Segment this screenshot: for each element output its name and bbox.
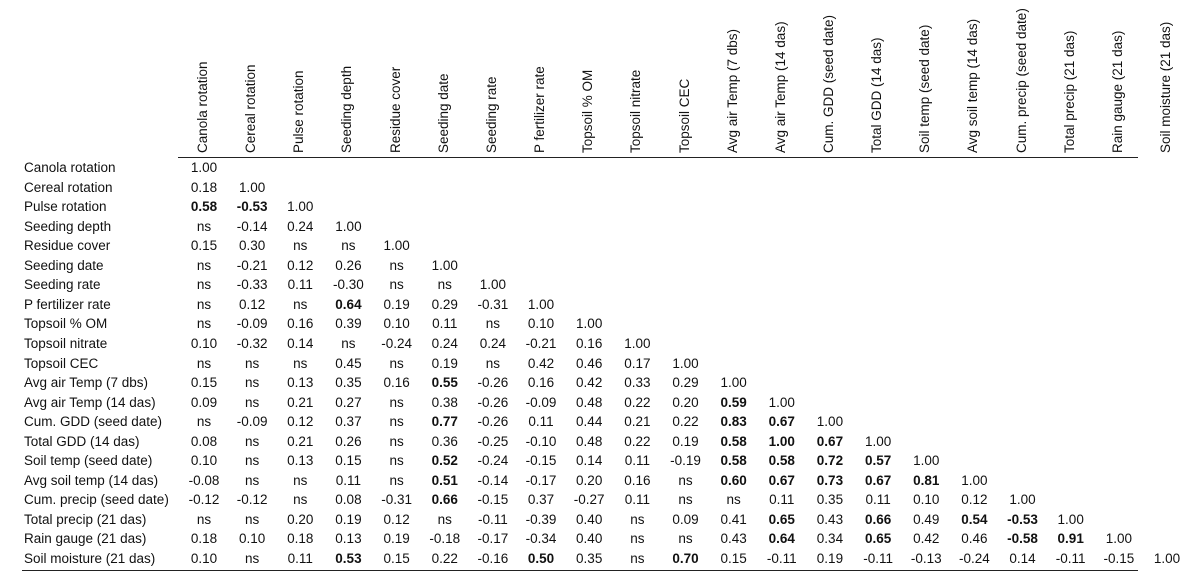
- table-cell: ns: [630, 551, 645, 566]
- row-label: Topsoil CEC: [24, 355, 99, 371]
- table-cell: ns: [389, 414, 404, 430]
- table-cell: 0.21: [287, 433, 314, 449]
- table-cell: 1.00: [864, 433, 892, 449]
- table-cell: -0.26: [477, 414, 509, 430]
- table-cell: -0.33: [236, 277, 268, 293]
- row-label: Avg air Temp (14 das): [24, 394, 156, 410]
- table-cell: 0.40: [576, 511, 603, 527]
- row-label: Soil moisture (21 das): [24, 551, 156, 566]
- column-header: Cum. precip (seed date): [1013, 8, 1029, 153]
- row-label: Cereal rotation: [24, 179, 113, 195]
- table-cell: 0.64: [768, 531, 795, 547]
- table-cell: 1.00: [479, 277, 507, 293]
- table-cell: ns: [630, 511, 645, 527]
- table-cell: 0.58: [768, 453, 795, 469]
- table-cell: 0.48: [576, 394, 603, 410]
- table-cell: -0.17: [477, 531, 509, 547]
- table-cell: ns: [196, 218, 212, 234]
- table-cell: 0.16: [624, 472, 651, 488]
- table-cell: 0.15: [720, 551, 747, 566]
- table-cell: 0.41: [720, 511, 747, 527]
- table-cell: 1.00: [287, 199, 314, 215]
- column-header: Seeding date: [435, 73, 451, 153]
- table-cell: 0.42: [527, 355, 555, 371]
- column-header: Avg air Temp (14 das): [772, 21, 788, 153]
- table-cell: ns: [196, 316, 212, 332]
- table-cell: 0.20: [672, 394, 699, 410]
- table-cell: 0.73: [816, 472, 844, 488]
- row-label: Cum. precip (seed date): [24, 492, 169, 508]
- header-rule: [178, 157, 1138, 158]
- table-cell: 0.67: [768, 414, 795, 430]
- table-cell: -0.11: [863, 551, 893, 566]
- table-cell: 0.13: [287, 453, 314, 469]
- table-cell: ns: [245, 551, 260, 566]
- table-cell: 0.11: [287, 551, 313, 566]
- table-cell: 0.11: [865, 492, 891, 508]
- row-label: Avg soil temp (14 das): [24, 472, 159, 488]
- table-cell: -0.11: [478, 511, 508, 527]
- table-cell: 0.59: [720, 394, 747, 410]
- table-cell: 0.54: [961, 511, 988, 527]
- table-cell: ns: [245, 394, 260, 410]
- table-cell: ns: [245, 375, 260, 391]
- column-header: Topsoil CEC: [676, 78, 692, 153]
- table-cell: 0.15: [335, 453, 362, 469]
- column-header: Topsoil % OM: [580, 69, 596, 153]
- table-cell: -0.17: [525, 472, 557, 488]
- column-header: Total GDD (14 das): [869, 37, 885, 153]
- table-cell: ns: [293, 492, 308, 508]
- table-cell: ns: [678, 531, 693, 547]
- table-cell: 0.39: [335, 316, 362, 332]
- table-cell: 0.37: [335, 414, 362, 430]
- table-cell: 0.46: [576, 355, 603, 371]
- table-cell: 0.64: [335, 296, 362, 312]
- table-cell: 0.14: [1009, 551, 1036, 566]
- table-cell: ns: [485, 355, 501, 371]
- table-cell: -0.26: [477, 375, 509, 391]
- table-cell: ns: [630, 531, 645, 547]
- table-cell: ns: [341, 238, 356, 254]
- table-cell: -0.12: [188, 492, 220, 508]
- table-cell: 0.77: [431, 414, 458, 430]
- table-cell: -0.39: [525, 511, 557, 527]
- table-cell: -0.09: [236, 414, 268, 430]
- table-cell: -0.11: [1055, 551, 1086, 566]
- table-cell: 0.12: [383, 511, 410, 527]
- table-cell: 0.24: [479, 335, 507, 351]
- table-cell: 0.09: [672, 511, 699, 527]
- table-cell: 1.00: [1153, 551, 1181, 566]
- table-cell: -0.53: [236, 199, 268, 215]
- table-cell: 0.11: [769, 492, 795, 508]
- table-cell: 0.22: [431, 551, 458, 566]
- table-cell: 0.15: [190, 238, 218, 254]
- table-cell: 0.70: [672, 551, 699, 566]
- table-cell: 0.58: [190, 199, 218, 215]
- table-cell: ns: [389, 277, 404, 293]
- table-cell: -0.25: [477, 433, 509, 449]
- table-cell: 0.35: [816, 492, 844, 508]
- column-header: Seeding depth: [339, 65, 355, 153]
- table-cell: ns: [245, 453, 260, 469]
- table-cell: 0.10: [913, 492, 940, 508]
- table-cell: ns: [245, 511, 260, 527]
- table-cell: -0.27: [573, 492, 605, 508]
- table-cell: 0.20: [576, 472, 603, 488]
- table-cell: 0.11: [335, 472, 362, 488]
- table-cell: 1.00: [1105, 531, 1132, 547]
- table-cell: -0.09: [525, 394, 557, 410]
- table-cell: 0.26: [335, 257, 362, 273]
- column-header: Avg air Temp (7 dbs): [724, 28, 740, 153]
- table-cell: 0.13: [287, 375, 314, 391]
- table-cell: -0.24: [477, 453, 509, 469]
- table-cell: 0.58: [720, 453, 747, 469]
- table-cell: 0.13: [335, 531, 362, 547]
- table-cell: 0.60: [720, 472, 747, 488]
- column-header: Canola rotation: [195, 61, 210, 153]
- row-label: P fertilizer rate: [24, 296, 111, 312]
- table-cell: 0.11: [287, 277, 313, 293]
- table-cell: 0.16: [287, 316, 314, 332]
- table-cell: ns: [389, 433, 404, 449]
- table-cell: 0.10: [239, 531, 266, 547]
- table-cell: 0.22: [672, 414, 699, 430]
- table-cell: -0.14: [236, 218, 268, 234]
- table-cell: -0.12: [236, 492, 268, 508]
- row-label: Soil temp (seed date): [24, 453, 153, 469]
- table-cell: ns: [389, 453, 404, 469]
- table-cell: 0.18: [190, 179, 218, 195]
- table-cell: -0.08: [188, 472, 220, 488]
- table-cell: -0.21: [236, 257, 268, 273]
- row-label: Total GDD (14 das): [24, 433, 140, 449]
- table-cell: 1.00: [913, 453, 940, 469]
- table-cell: 1.00: [672, 355, 699, 371]
- table-cell: 0.10: [190, 551, 218, 566]
- table-cell: 1.00: [768, 394, 795, 410]
- table-cell: 0.30: [239, 238, 266, 254]
- table-cell: 0.36: [431, 433, 458, 449]
- table-cell: 0.19: [672, 433, 699, 449]
- table-cell: ns: [389, 472, 404, 488]
- table-cell: 0.27: [335, 394, 362, 410]
- table-cell: 1.00: [624, 335, 651, 351]
- table-cell: ns: [196, 414, 212, 430]
- column-header: Rain gauge (21 das): [1109, 30, 1125, 153]
- table-cell: 0.11: [624, 453, 650, 469]
- table-cell: -0.30: [333, 277, 364, 293]
- table-cell: ns: [293, 355, 308, 371]
- table-cell: 1.00: [335, 218, 362, 234]
- table-cell: ns: [245, 472, 260, 488]
- table-cell: 0.19: [816, 551, 844, 566]
- row-label: Rain gauge (21 das): [24, 531, 147, 547]
- table-cell: ns: [245, 355, 260, 371]
- table-cell: 0.67: [768, 472, 795, 488]
- table-cell: 0.58: [720, 433, 747, 449]
- table-cell: 0.35: [576, 551, 603, 566]
- bottom-rule: [22, 570, 1138, 571]
- table-cell: 0.50: [527, 551, 555, 566]
- table-cell: 1.00: [239, 179, 266, 195]
- table-cell: 0.66: [864, 511, 892, 527]
- table-cell: 0.19: [335, 511, 362, 527]
- column-header: Cereal rotation: [243, 64, 259, 153]
- table-cell: ns: [196, 277, 212, 293]
- column-header: Topsoil nitrate: [628, 69, 644, 153]
- table-cell: 1.00: [1057, 511, 1084, 527]
- row-label: Topsoil nitrate: [24, 335, 108, 351]
- row-label: Cum. GDD (seed date): [24, 414, 163, 430]
- table-cell: -0.10: [525, 433, 557, 449]
- table-cell: 0.22: [624, 433, 651, 449]
- column-header: Pulse rotation: [291, 70, 307, 153]
- table-cell: 1.00: [1009, 492, 1036, 508]
- table-cell: -0.16: [477, 551, 509, 566]
- table-cell: ns: [726, 492, 741, 508]
- table-cell: 0.43: [720, 531, 747, 547]
- table-cell: 0.72: [816, 453, 844, 469]
- table-cell: ns: [341, 335, 356, 351]
- table-cell: 1.00: [190, 160, 218, 175]
- table-cell: 0.21: [624, 414, 651, 430]
- table-cell: 0.49: [913, 511, 940, 527]
- table-cell: 1.00: [527, 296, 555, 312]
- table-cell: 0.42: [576, 375, 603, 391]
- table-cell: 0.19: [383, 296, 410, 312]
- table-cell: 0.51: [431, 472, 458, 488]
- table-cell: 0.45: [335, 355, 362, 371]
- table-cell: 0.91: [1057, 531, 1084, 547]
- table-cell: 0.14: [287, 335, 314, 351]
- table-cell: ns: [293, 296, 308, 312]
- table-cell: 1.00: [576, 316, 603, 332]
- table-cell: 0.12: [961, 492, 988, 508]
- table-cell: 0.14: [576, 453, 603, 469]
- table-cell: ns: [485, 316, 501, 332]
- row-label: Total precip (21 das): [24, 511, 147, 527]
- table-cell: 0.29: [431, 296, 458, 312]
- table-cell: 0.81: [913, 472, 940, 488]
- table-cell: 0.15: [383, 551, 410, 566]
- table-cell: -0.11: [766, 551, 797, 566]
- table-cell: ns: [293, 238, 308, 254]
- table-cell: 0.12: [287, 257, 314, 273]
- table-cell: -0.24: [381, 335, 412, 351]
- table-cell: -0.15: [525, 453, 557, 469]
- column-header: Total precip (21 das): [1061, 30, 1077, 153]
- row-label: Pulse rotation: [24, 199, 107, 215]
- table-cell: 0.66: [431, 492, 458, 508]
- table-cell: 0.08: [335, 492, 362, 508]
- table-cell: ns: [389, 257, 404, 273]
- table-cell: 0.18: [287, 531, 314, 547]
- table-cell: -0.15: [477, 492, 509, 508]
- table-cell: 0.57: [864, 453, 892, 469]
- table-cell: 0.67: [864, 472, 892, 488]
- table-cell: 0.53: [335, 551, 362, 566]
- table-cell: 0.65: [768, 511, 795, 527]
- table-cell: -0.26: [477, 394, 509, 410]
- table-cell: 1.00: [768, 433, 795, 449]
- table-cell: 0.29: [672, 375, 699, 391]
- table-cell: 0.11: [624, 492, 650, 508]
- table-cell: -0.09: [236, 316, 268, 332]
- row-label: Canola rotation: [24, 160, 116, 175]
- table-cell: 1.00: [383, 238, 410, 254]
- table-cell: 0.83: [720, 414, 747, 430]
- table-cell: ns: [245, 433, 260, 449]
- table-cell: 0.20: [287, 511, 314, 527]
- table-cell: ns: [389, 394, 404, 410]
- table-cell: 0.44: [576, 414, 603, 430]
- table-cell: 0.10: [190, 453, 218, 469]
- table-cell: 0.12: [287, 414, 314, 430]
- table-cell: -0.19: [670, 453, 701, 469]
- table-cell: 0.55: [431, 375, 458, 391]
- table-cell: -0.13: [910, 551, 942, 566]
- table-cell: 0.65: [864, 531, 892, 547]
- table-cell: ns: [196, 257, 212, 273]
- table-cell: 0.17: [624, 355, 651, 371]
- column-header: Soil temp (seed date): [917, 24, 933, 153]
- table-cell: -0.53: [1007, 511, 1038, 527]
- row-label: Avg air Temp (7 dbs): [24, 375, 149, 391]
- table-cell: 0.10: [190, 335, 218, 351]
- column-header: Seeding rate: [483, 76, 499, 153]
- table-cell: 0.24: [431, 335, 458, 351]
- table-cell: 0.34: [816, 531, 844, 547]
- table-cell: -0.34: [525, 531, 557, 547]
- table-cell: -0.18: [429, 531, 461, 547]
- table-cell: 0.10: [383, 316, 410, 332]
- table-cell: ns: [437, 511, 452, 527]
- row-label: Seeding date: [24, 257, 104, 273]
- table-cell: 0.37: [527, 492, 555, 508]
- table-cell: -0.58: [1007, 531, 1038, 547]
- table-cell: ns: [293, 472, 308, 488]
- table-cell: 0.11: [432, 316, 458, 332]
- table-cell: -0.21: [525, 335, 557, 351]
- table-cell: 0.67: [816, 433, 844, 449]
- column-header: Soil moisture (21 das): [1158, 21, 1173, 153]
- row-label: Seeding rate: [24, 277, 101, 293]
- table-cell: ns: [437, 277, 452, 293]
- table-cell: 0.24: [287, 218, 314, 234]
- table-cell: 0.15: [190, 375, 218, 391]
- table-cell: 0.16: [527, 375, 555, 391]
- table-cell: -0.31: [381, 492, 412, 508]
- column-header: Cum. GDD (seed date): [820, 14, 836, 153]
- table-cell: 0.26: [335, 433, 362, 449]
- table-cell: 0.10: [527, 316, 555, 332]
- table-cell: ns: [196, 296, 212, 312]
- table-cell: 0.19: [431, 355, 458, 371]
- row-label: Topsoil % OM: [24, 316, 108, 332]
- table-cell: 1.00: [816, 414, 844, 430]
- table-cell: 0.43: [816, 511, 844, 527]
- column-header: P fertilizer rate: [532, 66, 548, 153]
- table-cell: 0.11: [528, 414, 554, 430]
- table-cell: 0.18: [190, 531, 218, 547]
- table-cell: 0.33: [624, 375, 651, 391]
- row-label: Seeding depth: [24, 218, 112, 234]
- table-cell: -0.14: [477, 472, 509, 488]
- table-cell: -0.15: [1103, 551, 1135, 566]
- table-cell: -0.31: [477, 296, 509, 312]
- table-cell: 0.22: [624, 394, 651, 410]
- row-label: Residue cover: [24, 238, 111, 254]
- table-cell: 0.09: [190, 394, 218, 410]
- column-header: Residue cover: [387, 66, 403, 153]
- table-cell: 0.40: [576, 531, 603, 547]
- table-cell: 0.35: [335, 375, 362, 391]
- table-cell: 0.12: [239, 296, 266, 312]
- table-cell: 0.08: [190, 433, 218, 449]
- table-cell: 1.00: [961, 472, 988, 488]
- table-cell: 0.46: [961, 531, 988, 547]
- table-cell: 0.52: [431, 453, 458, 469]
- table-cell: 0.16: [383, 375, 410, 391]
- table-cell: ns: [196, 511, 212, 527]
- table-cell: ns: [678, 492, 693, 508]
- table-cell: ns: [196, 355, 212, 371]
- table-cell: 1.00: [431, 257, 458, 273]
- table-cell: 0.16: [576, 335, 603, 351]
- table-cell: 0.38: [431, 394, 458, 410]
- table-cell: 1.00: [720, 375, 747, 391]
- column-header: Avg soil temp (14 das): [965, 18, 981, 153]
- table-cell: -0.32: [236, 335, 268, 351]
- table-cell: -0.24: [959, 551, 990, 566]
- table-cell: 0.42: [913, 531, 940, 547]
- table-cell: 0.48: [576, 433, 603, 449]
- table-cell: ns: [678, 472, 693, 488]
- table-cell: ns: [389, 355, 404, 371]
- table-cell: 0.21: [287, 394, 314, 410]
- table-cell: 0.19: [383, 531, 410, 547]
